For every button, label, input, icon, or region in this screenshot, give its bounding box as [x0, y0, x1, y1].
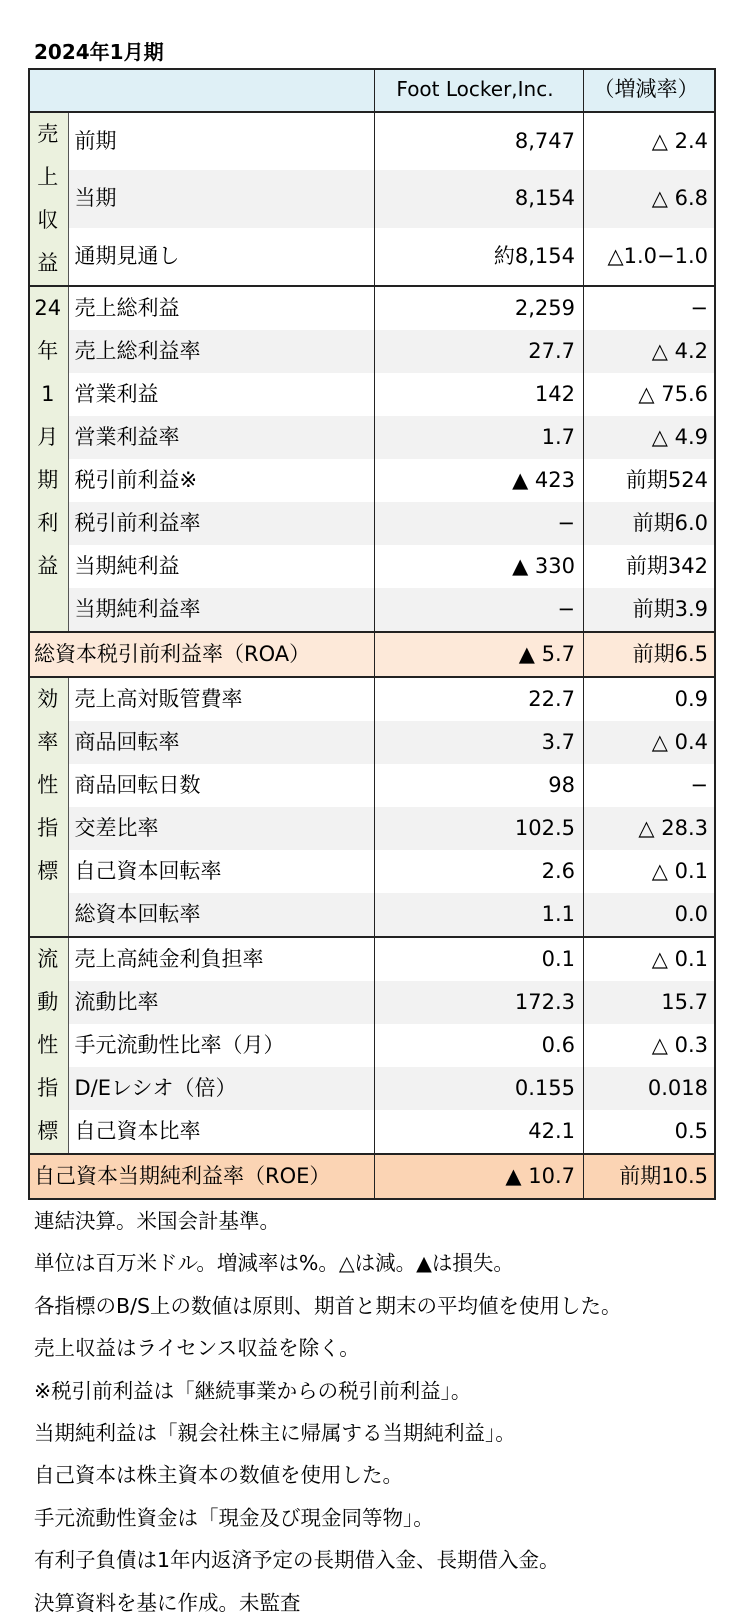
- row-value: ▲ 330: [375, 545, 584, 588]
- row-rate: △ 2.4: [584, 112, 717, 170]
- group-side-char: 収: [37, 208, 59, 232]
- row-value: 27.7: [375, 330, 584, 373]
- header-rate: （増減率）: [584, 68, 717, 112]
- group-side-char: 標: [37, 1119, 59, 1143]
- group-side-char: 益: [37, 251, 59, 275]
- group-side-label: [28, 112, 68, 286]
- group-side-char: 指: [37, 1076, 59, 1100]
- group-side-char: 効: [37, 687, 59, 711]
- row-label: 通期見通し: [74, 243, 180, 268]
- row-rate: 前期6.0: [584, 502, 717, 545]
- row-rate: 15.7: [584, 981, 717, 1024]
- table-row: [28, 937, 716, 981]
- row-value: 約8,154: [375, 228, 584, 286]
- group-side-char: 指: [37, 816, 59, 840]
- roe-rate: 前期10.5: [584, 1154, 717, 1198]
- row-rate: 0.9: [584, 677, 717, 721]
- group-side-char: 動: [37, 990, 59, 1014]
- footnote-line: 有利子負債は1年内返済予定の長期借入金、長期借入金。: [34, 1548, 560, 1573]
- group-side-char: 利: [37, 511, 59, 535]
- row-label: D/Eレシオ（倍）: [68, 1067, 375, 1110]
- roa-label: 総資本税引前利益率（ROA）: [28, 632, 375, 677]
- table-row: [28, 330, 716, 373]
- row-rate: 0.0: [584, 893, 717, 937]
- footnote-line: 決算資料を基に作成。未監査: [34, 1590, 301, 1615]
- group-side-label: [28, 286, 68, 632]
- row-rate: △ 0.1: [584, 937, 717, 981]
- row-value: −: [375, 588, 584, 632]
- group-side-char: 流: [37, 947, 59, 971]
- row-rate: 0.018: [584, 1067, 717, 1110]
- footnote-line: 各指標のB/S上の数値は原則、期首と期末の平均値を使用した。: [34, 1293, 622, 1318]
- row-rate: △ 4.2: [584, 330, 717, 373]
- row-value: 8,747: [375, 112, 584, 170]
- row-value: 2,259: [375, 286, 584, 330]
- row-rate: −: [584, 286, 717, 330]
- header-company: Foot Locker,Inc.: [375, 68, 584, 112]
- roe-row: [28, 1154, 716, 1198]
- table-row: [28, 416, 716, 459]
- group-side-char: 益: [37, 554, 59, 578]
- header-blank-label: [68, 68, 375, 112]
- row-label: 交差比率: [68, 807, 375, 850]
- row-rate: △ 75.6: [584, 373, 717, 416]
- table-row: [28, 545, 716, 588]
- page-title: 2024年1月期: [34, 40, 164, 64]
- row-rate: △ 0.4: [584, 721, 717, 764]
- row-label: 売上高対販管費率: [68, 677, 375, 721]
- table-row: [28, 373, 716, 416]
- row-rate: −: [584, 764, 717, 807]
- row-rate: △ 28.3: [584, 807, 717, 850]
- roa-row: [28, 632, 716, 677]
- row-label: 売上総利益率: [68, 330, 375, 373]
- roa-rate: 前期6.5: [584, 632, 717, 677]
- row-label: 自己資本回転率: [74, 859, 222, 883]
- table-row: [28, 850, 716, 893]
- row-value: 102.5: [375, 807, 584, 850]
- table-row: [28, 502, 716, 545]
- header-blank-side: [28, 68, 68, 112]
- row-value: 2.6: [375, 850, 584, 893]
- table-row: [28, 286, 716, 330]
- row-label: 商品回転率: [68, 721, 375, 764]
- table-row: [28, 1067, 716, 1110]
- row-rate: △ 0.3: [584, 1024, 717, 1067]
- table-row: [28, 721, 716, 764]
- row-rate: 0.5: [584, 1110, 717, 1154]
- table-row: [28, 981, 716, 1024]
- row-label: 営業利益: [74, 382, 159, 406]
- roe-label: 自己資本当期純利益率（ROE）: [28, 1154, 375, 1198]
- row-rate: △ 4.9: [584, 416, 717, 459]
- row-rate: 前期524: [584, 459, 717, 502]
- footnote-line: 手元流動性資金は「現金及び現金同等物」。: [34, 1505, 434, 1530]
- row-value: 0.6: [375, 1024, 584, 1067]
- table-row: [28, 807, 716, 850]
- row-value: −: [375, 502, 584, 545]
- row-value: 8,154: [375, 170, 584, 227]
- row-label: 税引前利益率: [68, 502, 375, 545]
- group-side-char: 売: [37, 122, 59, 146]
- table-row: [28, 764, 716, 807]
- row-value: 98: [375, 764, 584, 807]
- row-label: 手元流動性比率（月）: [74, 1033, 285, 1057]
- footnote-line: 自己資本は株主資本の数値を使用した。: [34, 1463, 403, 1488]
- group-side-char: 期: [37, 468, 59, 492]
- roa-value: ▲ 5.7: [375, 632, 584, 677]
- footnote-line: 売上収益はライセンス収益を除く。: [34, 1336, 360, 1361]
- table-row: [28, 459, 716, 502]
- row-rate: 前期3.9: [584, 588, 717, 632]
- row-value: 3.7: [375, 721, 584, 764]
- row-value: 172.3: [375, 981, 584, 1024]
- row-label: 当期純利益率: [68, 588, 375, 632]
- group-side-char: 月: [37, 425, 59, 449]
- row-label: 流動比率: [68, 981, 375, 1024]
- table-row: [28, 1110, 716, 1154]
- group-side-char: 性: [37, 1033, 59, 1057]
- financial-table: [28, 68, 716, 1198]
- footnotes: [34, 1200, 734, 1624]
- row-value: 0.155: [375, 1067, 584, 1110]
- row-label: 商品回転日数: [74, 773, 201, 797]
- table-row: [28, 170, 716, 227]
- row-label: 売上高純金利負担率: [68, 937, 375, 981]
- row-label: 自己資本比率: [74, 1119, 201, 1143]
- footnote-line: 単位は百万米ドル。増減率は%。△は減。▲は損失。: [34, 1251, 514, 1276]
- table-row: [28, 677, 716, 721]
- row-label: 当期純利益: [74, 554, 180, 578]
- row-label: 売上総利益: [68, 286, 375, 330]
- group-side-char: 性: [37, 773, 59, 797]
- row-value: 0.1: [375, 937, 584, 981]
- group-side-char: 24: [34, 296, 62, 320]
- row-label: 税引前利益※: [74, 468, 198, 492]
- row-value: 42.1: [375, 1110, 584, 1154]
- group-side-char: 標: [37, 859, 59, 883]
- footnote-line: 当期純利益は「親会社株主に帰属する当期純利益」。: [34, 1420, 516, 1445]
- footnote-line: 連結決算。米国会計基準。: [34, 1209, 280, 1233]
- row-label: 総資本回転率: [68, 893, 375, 937]
- group-side-char: 年: [37, 339, 59, 363]
- row-label: 前期: [68, 112, 375, 170]
- row-value: 1.1: [375, 893, 584, 937]
- row-rate: △ 6.8: [584, 170, 717, 227]
- row-rate: △ 0.1: [584, 850, 717, 893]
- table-row: [28, 112, 716, 170]
- row-label: 営業利益率: [68, 416, 375, 459]
- row-value: 22.7: [375, 677, 584, 721]
- table-row: [28, 893, 716, 937]
- row-value: 142: [375, 373, 584, 416]
- row-rate: △1.0−1.0: [584, 228, 717, 286]
- group-side-label: [28, 677, 68, 937]
- group-side-label: [28, 937, 68, 1154]
- row-value: ▲ 423: [375, 459, 584, 502]
- footnote-line: ※税引前利益は「継続事業からの税引前利益」。: [34, 1378, 472, 1403]
- roe-value: ▲ 10.7: [375, 1154, 584, 1198]
- group-side-char: 上: [37, 165, 59, 189]
- group-side-char: 1: [41, 382, 55, 406]
- table-row: [28, 228, 716, 286]
- row-rate: 前期342: [584, 545, 717, 588]
- row-value: 1.7: [375, 416, 584, 459]
- row-label: 当期: [68, 170, 375, 227]
- table-row: [28, 588, 716, 632]
- group-side-char: 率: [37, 730, 59, 754]
- table-header-row: [28, 68, 716, 112]
- table-row: [28, 1024, 716, 1067]
